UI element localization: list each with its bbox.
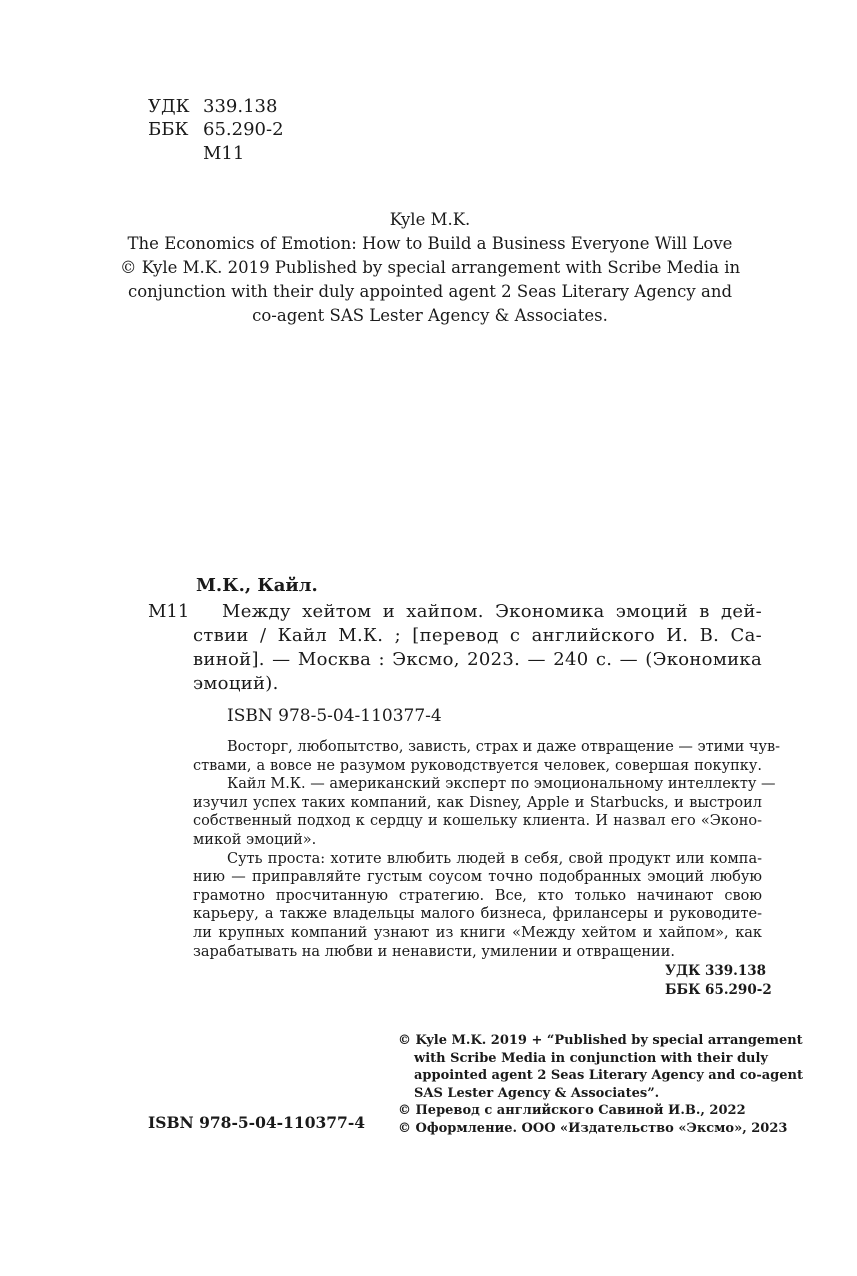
bib-description bbox=[193, 600, 762, 696]
author-sign: М11 bbox=[203, 143, 245, 164]
bbk-value: 65.290-2 bbox=[203, 119, 284, 140]
bib-line: Между хейтом и хайпом. Экономика эмоций в дей- bbox=[222, 601, 762, 622]
copyright-original-line: © Kyle M.K. 2019 + “Published by special arrangement bbox=[398, 1033, 803, 1048]
udk-label: УДК bbox=[148, 96, 190, 117]
annotation bbox=[193, 738, 781, 961]
copyright-translation: © Перевод с английского Савиной И.В., 2022 bbox=[398, 1103, 746, 1119]
bbk-line bbox=[148, 118, 284, 141]
annotation-udk: УДК 339.138 bbox=[665, 963, 766, 979]
original-rights-line: co-agent SAS Lester Agency & Associates. bbox=[252, 306, 608, 325]
annotation-line: нию — приправляйте густым соусом точно подобранных эмоций любую bbox=[193, 869, 762, 886]
bib-line: виной]. — Москва : Эксмо, 2023. — 240 с. — (Экономика bbox=[193, 649, 762, 670]
annotation-line: Суть проста: хотите влюбить людей в себя, свой продукт или компа- bbox=[227, 850, 762, 867]
copyright-block bbox=[398, 1032, 803, 1138]
udk-line bbox=[148, 95, 277, 118]
annotation-line: ствами, а вовсе не разумом руководствуется человек, совершая покупку. bbox=[193, 757, 762, 774]
author-sign-line bbox=[148, 142, 244, 165]
annotation-line: карьеру, а также владельцы малого бизнеса, фрилансеры и руководите- bbox=[193, 906, 762, 923]
isbn-bottom: ISBN 978-5-04-110377-4 bbox=[148, 1113, 366, 1132]
original-title: The Economics of Emotion: How to Build a Business Everyone Will Love bbox=[127, 234, 733, 253]
annotation-line: Кайл М.К. — американский эксперт по эмоциональному интеллекту — bbox=[227, 776, 776, 793]
copyright-original-line: SAS Lester Agency & Associates”. bbox=[414, 1085, 660, 1101]
udk-value: 339.138 bbox=[203, 96, 278, 117]
original-rights-line: conjunction with their duly appointed agent 2 Seas Literary Agency and bbox=[127, 282, 733, 301]
bbk-label: ББК bbox=[148, 119, 189, 140]
bib-isbn: ISBN 978-5-04-110377-4 bbox=[227, 706, 442, 726]
annotation-line: микой эмоций». bbox=[193, 831, 317, 848]
copyright-original-line: with Scribe Media in conjunction with their duly bbox=[414, 1050, 768, 1066]
bib-author-sign: М11 bbox=[148, 601, 190, 622]
original-author: Kyle M.K. bbox=[389, 210, 471, 229]
bib-line: ствии / Кайл М.К. ; [перевод с английского И. В. Са- bbox=[193, 625, 762, 646]
annotation-line: зарабатывать на любви и ненависти, умилении и отвращении. bbox=[193, 943, 675, 960]
annotation-line: изучил успех таких компаний, как Disney, Apple и Starbucks, и выстроил bbox=[193, 794, 762, 811]
copyright-original-line: appointed agent 2 Seas Literary Agency and co-agent bbox=[414, 1068, 803, 1084]
annotation-bbk: ББК 65.290-2 bbox=[665, 982, 772, 998]
annotation-line: Восторг, любопытство, зависть, страх и даже отвращение — этими чув- bbox=[227, 739, 781, 755]
bib-author-heading: М.К., Кайл. bbox=[196, 575, 318, 596]
original-edition-block bbox=[120, 208, 740, 328]
copyright-design: © Оформление. ООО «Издательство «Эксмо», 2023 bbox=[398, 1120, 788, 1136]
annotation-line: грамотно просчитанную стратегию. Все, кто только начинают свою bbox=[193, 887, 762, 904]
original-rights-line: © Kyle M.K. 2019 Published by special arrangement with Scribe Media in bbox=[120, 258, 741, 277]
annotation-line: собственный подход к сердцу и кошельку клиента. И назвал его «Эконо- bbox=[193, 813, 762, 830]
bib-line: эмоций). bbox=[193, 673, 279, 694]
annotation-line: ли крупных компаний узнают из книги «Между хейтом и хайпом», как bbox=[193, 924, 762, 941]
